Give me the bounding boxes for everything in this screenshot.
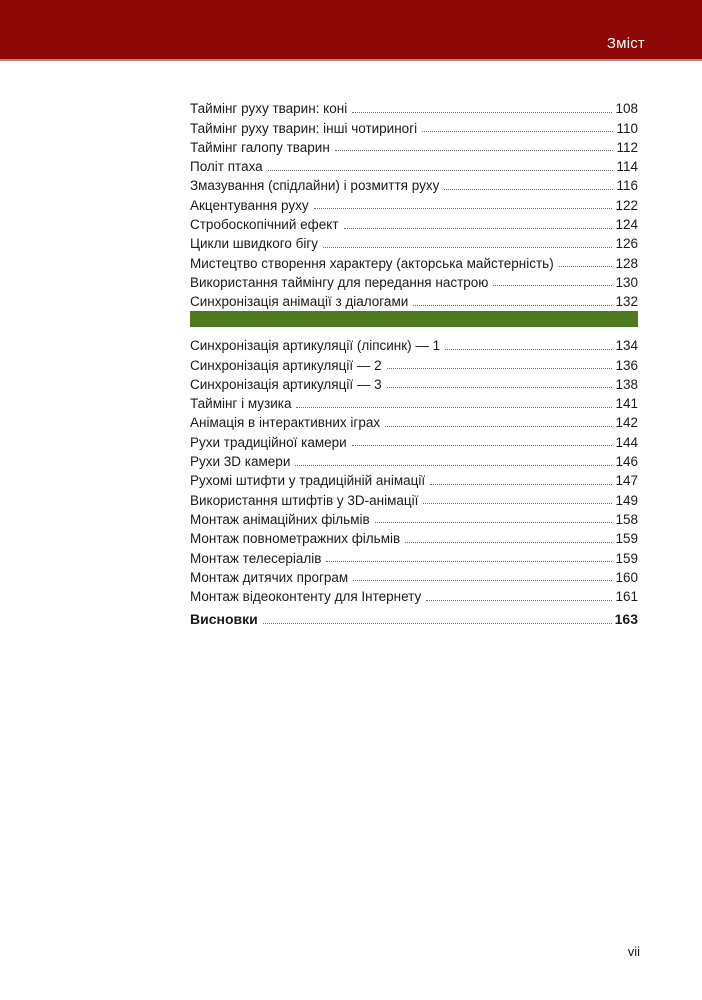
toc-entry-page: 132 bbox=[615, 294, 638, 310]
toc-entry-page: 122 bbox=[615, 197, 638, 213]
toc-entry-page: 147 bbox=[615, 473, 638, 489]
toc-section-2 bbox=[190, 334, 638, 604]
dot-leader bbox=[352, 445, 613, 446]
toc-entry-page: 110 bbox=[616, 120, 638, 136]
toc-entry bbox=[190, 334, 638, 353]
toc-entry-label: Монтаж відеоконтенту для Інтернету bbox=[190, 589, 422, 605]
toc-conclusion-page: 163 bbox=[614, 611, 638, 627]
toc-entry-page: 142 bbox=[615, 415, 638, 431]
toc-entry bbox=[190, 97, 638, 116]
header-bar bbox=[0, 0, 702, 61]
toc-entry-label: Використання штифтів у 3D-анімації bbox=[190, 492, 419, 508]
toc-entry bbox=[190, 174, 638, 193]
toc-entry-label: Таймінг руху тварин: коні bbox=[190, 101, 348, 117]
dot-leader bbox=[430, 484, 612, 485]
toc-entry-page: 114 bbox=[616, 159, 638, 175]
dot-leader bbox=[444, 189, 613, 190]
toc-entry bbox=[190, 251, 638, 270]
toc-entry bbox=[190, 546, 638, 565]
toc-entry-label: Цикли швидкого бігу bbox=[190, 236, 319, 252]
toc-entry-label: Політ птаха bbox=[190, 159, 263, 175]
dot-leader bbox=[352, 112, 612, 113]
toc-entry-page: 146 bbox=[615, 454, 638, 470]
dot-leader bbox=[413, 305, 612, 306]
dot-leader bbox=[559, 266, 613, 267]
toc-entry-page: 126 bbox=[615, 236, 638, 252]
toc-entry-label: Рухи 3D камери bbox=[190, 454, 291, 470]
toc-entry-label: Синхронізація артикуляції — 3 bbox=[190, 376, 382, 392]
dot-leader bbox=[296, 407, 612, 408]
toc-entry-label: Анімація в інтерактивних іграх bbox=[190, 415, 381, 431]
dot-leader bbox=[353, 580, 612, 581]
folio-page-number: vii bbox=[627, 944, 640, 959]
dot-leader bbox=[326, 561, 612, 562]
toc-entry-label: Рухомі штифти у традиційній анімації bbox=[190, 473, 426, 489]
toc-entry bbox=[190, 527, 638, 546]
toc-entry bbox=[190, 508, 638, 527]
toc-entry-page: 159 bbox=[615, 550, 638, 566]
toc-entry-label: Таймінг руху тварин: інші чотириногі bbox=[190, 120, 418, 136]
toc-entry bbox=[190, 469, 638, 488]
toc-entry-label: Монтаж телесеріалів bbox=[190, 550, 322, 566]
toc-entry bbox=[190, 488, 638, 507]
toc-entry-label: Стробоскопічний ефект bbox=[190, 217, 339, 233]
toc-entry bbox=[190, 213, 638, 232]
toc-entry bbox=[190, 232, 638, 251]
toc-entry-label: Мистецтво створення характеру (акторська майстерність) bbox=[190, 255, 554, 271]
toc-entry-page: 138 bbox=[615, 376, 638, 392]
dot-leader bbox=[423, 503, 612, 504]
dot-leader bbox=[387, 368, 613, 369]
toc-section-1 bbox=[190, 97, 638, 309]
section-separator bbox=[190, 311, 638, 327]
toc-entry-label: Змазування (спідлайни) і розмиття руху bbox=[190, 178, 440, 194]
toc-entry-page: 124 bbox=[615, 217, 638, 233]
dot-leader bbox=[268, 170, 614, 171]
toc-entry-label: Синхронізація артикуляції — 2 bbox=[190, 357, 382, 373]
toc-entry-label: Монтаж анімаційних фільмів bbox=[190, 511, 370, 527]
toc-entry-page: 134 bbox=[615, 338, 638, 354]
toc-entry-label: Синхронізація артикуляції (ліпсинк) — 1 bbox=[190, 338, 441, 354]
toc-entry bbox=[190, 116, 638, 135]
toc-entry bbox=[190, 411, 638, 430]
dot-leader bbox=[445, 349, 612, 350]
toc-entry-page: 136 bbox=[615, 357, 638, 373]
toc-entry-page: 141 bbox=[615, 396, 638, 412]
toc-entry-page: 158 bbox=[615, 511, 638, 527]
dot-leader bbox=[323, 247, 612, 248]
toc-entry bbox=[190, 585, 638, 604]
toc-entry-page: 108 bbox=[615, 101, 638, 117]
toc-conclusion-label: Висновки bbox=[190, 611, 258, 627]
toc-entry bbox=[190, 392, 638, 411]
toc-entry-page: 144 bbox=[615, 434, 638, 450]
toc-entry bbox=[190, 430, 638, 449]
toc-entry-page: 130 bbox=[615, 274, 638, 290]
toc-conclusion-entry bbox=[190, 607, 638, 627]
toc-entry bbox=[190, 353, 638, 372]
toc-entry-label: Використання таймінгу для передання настрою bbox=[190, 274, 489, 290]
toc-entry-page: 161 bbox=[615, 589, 638, 605]
toc-entry-label: Таймінг галопу тварин bbox=[190, 139, 330, 155]
toc-entry-page: 112 bbox=[616, 139, 638, 155]
dot-leader bbox=[422, 131, 613, 132]
toc-entry bbox=[190, 271, 638, 290]
toc-entry-label: Монтаж дитячих програм bbox=[190, 569, 349, 585]
toc-entry bbox=[190, 155, 638, 174]
dot-leader bbox=[314, 208, 613, 209]
dot-leader bbox=[493, 285, 612, 286]
toc-entry bbox=[190, 290, 638, 309]
dot-leader bbox=[385, 426, 612, 427]
toc-entry-label: Рухи традиційної камери bbox=[190, 434, 347, 450]
toc-entry bbox=[190, 373, 638, 392]
toc-entry-label: Таймінг і музика bbox=[190, 396, 292, 412]
dot-leader bbox=[295, 465, 612, 466]
dot-leader bbox=[335, 150, 614, 151]
toc-entry-page: 160 bbox=[615, 569, 638, 585]
page-title: Зміст bbox=[606, 35, 645, 52]
toc-entry-label: Акцентування руху bbox=[190, 197, 309, 213]
dot-leader bbox=[426, 600, 612, 601]
dot-leader bbox=[375, 522, 613, 523]
toc-entry bbox=[190, 450, 638, 469]
toc-entry-page: 149 bbox=[615, 492, 638, 508]
toc-entry-page: 128 bbox=[615, 255, 638, 271]
toc-entry-page: 159 bbox=[615, 531, 638, 547]
toc-entry-page: 116 bbox=[616, 178, 638, 194]
toc-entry bbox=[190, 193, 638, 212]
toc-entry-label: Монтаж повнометражних фільмів bbox=[190, 531, 401, 547]
dot-leader bbox=[344, 228, 613, 229]
toc-entry bbox=[190, 566, 638, 585]
dot-leader bbox=[263, 623, 612, 624]
dot-leader bbox=[405, 542, 612, 543]
dot-leader bbox=[387, 387, 613, 388]
toc-entry-label: Синхронізація анімації з діалогами bbox=[190, 294, 409, 310]
toc-entry bbox=[190, 136, 638, 155]
